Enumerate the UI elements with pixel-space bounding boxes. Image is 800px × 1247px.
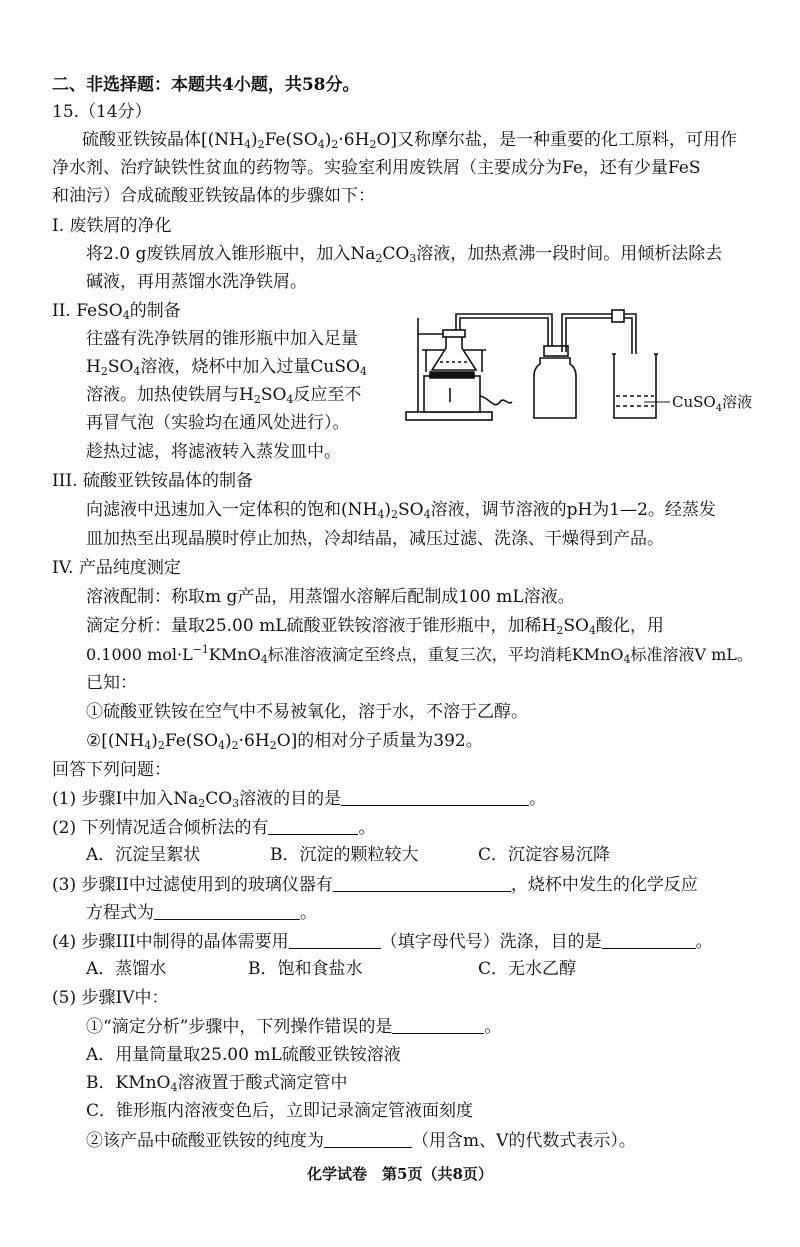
step3-title: III. 硫酸亚铁铵晶体的制备 <box>52 471 253 491</box>
known-1: ①硫酸亚铁铵在空气中不易被氧化，溶于水，不溶于乙醇。 <box>86 702 528 722</box>
step2-line-5: 趁热过滤，将滤液转入蒸发皿中。 <box>86 442 341 462</box>
answer-blank-5b[interactable] <box>324 1129 412 1148</box>
answer-blank-3a[interactable] <box>333 873 511 892</box>
page-footer: 化学试卷 第5页（共8页） <box>307 1165 493 1183</box>
step3-line-2: 皿加热至出现晶膜时停止加热，冷却结晶，减压过滤、洗涤、干燥得到产品。 <box>86 529 664 549</box>
stand-base <box>406 412 492 420</box>
q2-option-c: C．沉淀容易沉降 <box>478 845 611 865</box>
q4-option-c: C．无水乙醇 <box>478 959 577 979</box>
answer-blank-4b[interactable] <box>602 930 696 949</box>
step4-line-1: 溶液配制：称取m g产品，用蒸馏水溶解后配制成100 mL溶液。 <box>86 587 575 607</box>
question-5: (5) 步骤IV中： <box>52 988 169 1008</box>
question-3: (3) 步骤II中过滤使用到的玻璃仪器有 ，烧杯中发生的化学反应 <box>52 875 698 895</box>
q4-option-b: B．饱和食盐水 <box>248 959 363 979</box>
conical-flask <box>432 336 476 370</box>
step4-line-2: 滴定分析：量取25.00 mL硫酸亚铁铵溶液于锥形瓶中，加稀$H_2SO_4$酸化，用 <box>86 616 664 637</box>
question-2: (2) 下列情况适合倾析法的有 。 <box>52 818 376 838</box>
section-title: 二、非选择题：本题共4小题，共58分。 <box>52 75 360 95</box>
step2-line-4: 再冒气泡（实验均在通风处进行）。 <box>86 413 350 433</box>
question-1: (1) 步骤I中加入$Na_2CO_3$溶液的目的是 。 <box>52 789 547 810</box>
heater-top <box>430 372 474 378</box>
step1-title: I. 废铁屑的净化 <box>52 216 172 236</box>
bottle-stopper <box>544 346 568 356</box>
step2-line-3: 溶液。加热使铁屑与$H_2SO_4$反应至不 <box>86 385 362 406</box>
power-cord <box>480 396 512 405</box>
q2-option-a: A．沉淀呈絮状 <box>86 845 201 865</box>
intro-line-1: 硫酸亚铁铵晶体$[(NH_4)_2Fe(SO_4)_2\cdot 6H_2O]$又称摩尔盐，是一种重要的化工原料，可用作 <box>82 130 738 151</box>
beaker <box>614 354 656 418</box>
step2-line-2: $H_2SO_4$溶液，烧杯中加入过量CuSO$_4$ <box>86 357 367 378</box>
question-5-1: ①“滴定分析”步骤中，下列操作错误的是 。 <box>86 1017 502 1037</box>
question-4: (4) 步骤III中制得的晶体需要用 （填字母代号）洗涤，目的是 。 <box>52 932 713 952</box>
step3-line-1: 向滤液中迅速加入一定体积的饱和$(NH_4)_2SO_4$溶液，调节溶液的pH为1—2。经蒸发 <box>86 500 716 521</box>
known-2: $②[(NH_4)_2Fe(SO_4)_2\cdot 6H_2O]$的相对分子质量为392。 <box>86 731 483 752</box>
question-number: 15.（14分） <box>52 102 152 122</box>
step4-line-3: 0.1000 $mol\cdot L^{-1}KMnO_4$标准溶液滴定至终点，重复三次，平均消耗KMnO$_4$标准溶液V mL。 <box>86 643 753 666</box>
heater <box>424 376 480 412</box>
intro-line-2: 净水剂、治疗缺铁性贫血的药物等。实验室利用废铁屑（主要成分为Fe，还有少量FeS <box>52 158 701 178</box>
step4-title: IV. 产品纯度测定 <box>52 558 181 578</box>
known-label: 已知： <box>86 673 137 693</box>
answer-blank-3b[interactable] <box>154 901 300 920</box>
step2-line-1: 往盛有洗净铁屑的锥形瓶中加入足量 <box>86 329 358 349</box>
answer-blank-2[interactable] <box>268 816 358 835</box>
step1-line-2: 碱液，再用蒸馏水洗净铁屑。 <box>86 272 307 292</box>
q5-option-a: A．用量筒量取25.00 mL硫酸亚铁铵溶液 <box>86 1045 401 1065</box>
answer-blank-1[interactable] <box>341 787 529 806</box>
q4-option-a: A．蒸馏水 <box>86 959 167 979</box>
step2-title: II. FeSO$_4$的制备 <box>52 301 181 322</box>
delivery-tube-1 <box>456 314 552 352</box>
answer-blank-5a[interactable] <box>392 1015 484 1034</box>
question-3-cont: 方程式为 。 <box>86 903 317 923</box>
apparatus-figure <box>400 306 790 426</box>
cuso4-label: CuSO$_4$溶液 <box>672 393 753 414</box>
q5-option-b: B．KMnO$_4$溶液置于酸式滴定管中 <box>86 1073 348 1094</box>
intro-line-3: 和油污）合成硫酸亚铁铵晶体的步骤如下： <box>52 186 375 206</box>
answer-blank-4a[interactable] <box>289 930 381 949</box>
question-5-2: ②该产品中硫酸亚铁铵的纯度为 （用含m、V的代数式表示）。 <box>86 1131 636 1151</box>
answer-prompt: 回答下列问题： <box>52 760 171 780</box>
q2-option-b: B．沉淀的颗粒较大 <box>270 845 419 865</box>
gas-bottle <box>534 358 576 418</box>
q5-option-c: C．锥形瓶内溶液变色后，立即记录滴定管液面刻度 <box>86 1101 474 1121</box>
step1-line-1: 将2.0 g废铁屑放入锥形瓶中，加入$Na_2CO_3$溶液，加热煮沸一段时间。用倾析法除去 <box>86 244 723 265</box>
